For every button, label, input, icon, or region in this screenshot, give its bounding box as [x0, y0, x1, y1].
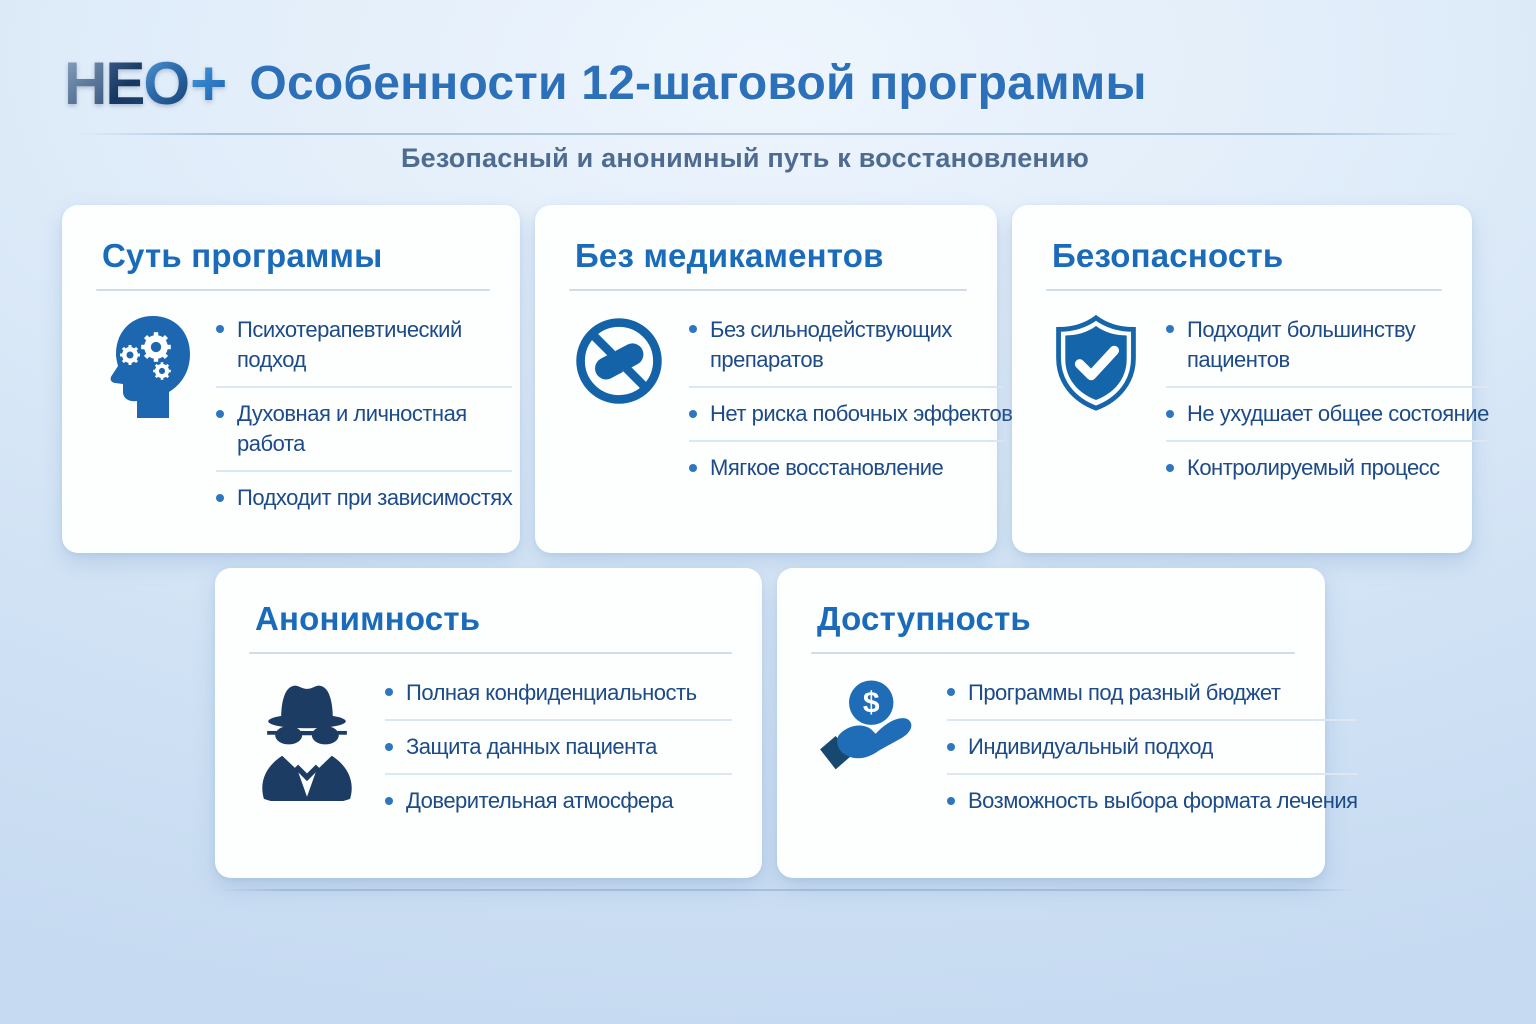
bullet-dot: [385, 797, 393, 805]
page-subtitle: Безопасный и анонимный путь к восстановлению: [401, 143, 1089, 173]
card-program-essence: [62, 205, 520, 553]
bullet-item: [689, 313, 1012, 386]
card-title: Без медикаментов: [575, 237, 884, 274]
logo-letter: Н: [64, 49, 106, 117]
card-no-medications: [535, 205, 1013, 553]
bullet-dot: [216, 325, 224, 333]
head-gears-icon: [96, 313, 196, 419]
card-title-divider: [811, 652, 1295, 654]
bullet-text-line: Возможность выбора формата лечения: [968, 788, 1358, 813]
bullet-text: [406, 678, 697, 708]
bullet-text-line: Без сильнодействующих: [710, 317, 952, 342]
bullet-item: [216, 313, 512, 386]
card-title: Суть программы: [102, 237, 383, 274]
bullet-text-line: Доверительная атмосфера: [406, 788, 674, 813]
bullet-dot: [947, 797, 955, 805]
bullet-list: [385, 676, 732, 827]
bullet-text-line: Не ухудшает общее состояние: [1187, 401, 1489, 426]
bullet-text: [406, 732, 657, 762]
bullet-text-line: Защита данных пациента: [406, 734, 657, 759]
bullet-text-line: Духовная и личностная: [237, 401, 467, 426]
bullet-text: [710, 399, 1012, 429]
bullet-dot: [216, 494, 224, 502]
card-title: Доступность: [817, 600, 1031, 637]
bullet-dot: [1166, 325, 1174, 333]
bullet-item: [1166, 440, 1489, 494]
bullet-text: [237, 399, 467, 459]
card-anonymity: [215, 568, 762, 878]
neo-plus-logo: [64, 46, 225, 120]
page-title: Особенности 12-шаговой программы: [249, 56, 1147, 110]
bottom-divider: [218, 889, 1355, 891]
bullet-item: [385, 676, 732, 719]
bullet-list: [1166, 313, 1489, 494]
card-accessibility: [777, 568, 1358, 878]
bullet-text-line: Индивидуальный подход: [968, 734, 1213, 759]
svg-text:$: $: [862, 686, 880, 720]
bullet-text-line: подход: [237, 347, 306, 372]
bullet-dot: [1166, 464, 1174, 472]
dollar-hand-icon: [811, 676, 927, 776]
card-safety: [1012, 205, 1489, 553]
logo-letter: Е: [105, 49, 144, 117]
bullet-text-line: Подходит большинству: [1187, 317, 1416, 342]
bullet-list: [689, 313, 1012, 494]
bullet-dot: [689, 325, 697, 333]
bullet-text: [968, 786, 1358, 816]
bullet-item: [689, 386, 1012, 440]
bullet-item: [947, 719, 1358, 773]
bullet-text-line: Полная конфиденциальность: [406, 680, 697, 705]
card-title-divider: [249, 652, 732, 654]
bullet-text: [237, 483, 512, 513]
bullet-text-line: Подходит при зависимостях: [237, 485, 513, 510]
logo-letter: О: [143, 49, 189, 117]
shield-check-icon: [1046, 313, 1146, 413]
bullet-list: [216, 313, 512, 524]
bullet-dot: [385, 688, 393, 696]
bullet-text-line: Нет риска побочных эффектов: [710, 401, 1013, 426]
bullet-text: [710, 315, 952, 375]
bullet-dot: [947, 743, 955, 751]
bullet-item: [1166, 313, 1489, 386]
bullet-text: [237, 315, 462, 375]
bullet-text-line: Психотерапевтический: [237, 317, 462, 342]
bullet-text: [1187, 315, 1415, 375]
bullet-dot: [689, 410, 697, 418]
card-title-divider: [569, 289, 967, 291]
bullet-text-line: Контролируемый процесс: [1187, 455, 1440, 480]
bullet-text-line: Мягкое восстановление: [710, 455, 944, 480]
bullet-item: [947, 676, 1358, 719]
bullet-dot: [385, 743, 393, 751]
bullet-item: [385, 773, 732, 827]
bullet-item: [689, 440, 1012, 494]
bullet-item: [385, 719, 732, 773]
bullet-text: [406, 786, 673, 816]
bullet-item: [947, 773, 1358, 827]
spy-icon: [249, 676, 365, 801]
bullet-text: [968, 732, 1213, 762]
card-title-divider: [1046, 289, 1442, 291]
bullet-item: [216, 386, 512, 470]
header-divider: [78, 133, 1462, 135]
bullet-item: [216, 470, 512, 524]
card-title: Безопасность: [1052, 237, 1284, 274]
logo-plus-icon: +: [190, 47, 226, 119]
no-pills-icon: [569, 313, 669, 409]
bullet-text: [1187, 399, 1489, 429]
bullet-dot: [216, 410, 224, 418]
card-title: Анонимность: [255, 600, 481, 637]
bullet-dot: [1166, 410, 1174, 418]
card-title-divider: [96, 289, 490, 291]
bullet-item: [1166, 386, 1489, 440]
bullet-dot: [689, 464, 697, 472]
bullet-text: [968, 678, 1281, 708]
bullet-text-line: препаратов: [710, 347, 824, 372]
bullet-text: [710, 453, 943, 483]
header: [64, 46, 1147, 120]
bullet-text-line: пациентов: [1187, 347, 1290, 372]
bullet-text: [1187, 453, 1440, 483]
bullet-text-line: Программы под разный бюджет: [968, 680, 1281, 705]
bullet-list: [947, 676, 1358, 827]
bullet-dot: [947, 688, 955, 696]
bullet-text-line: работа: [237, 431, 305, 456]
